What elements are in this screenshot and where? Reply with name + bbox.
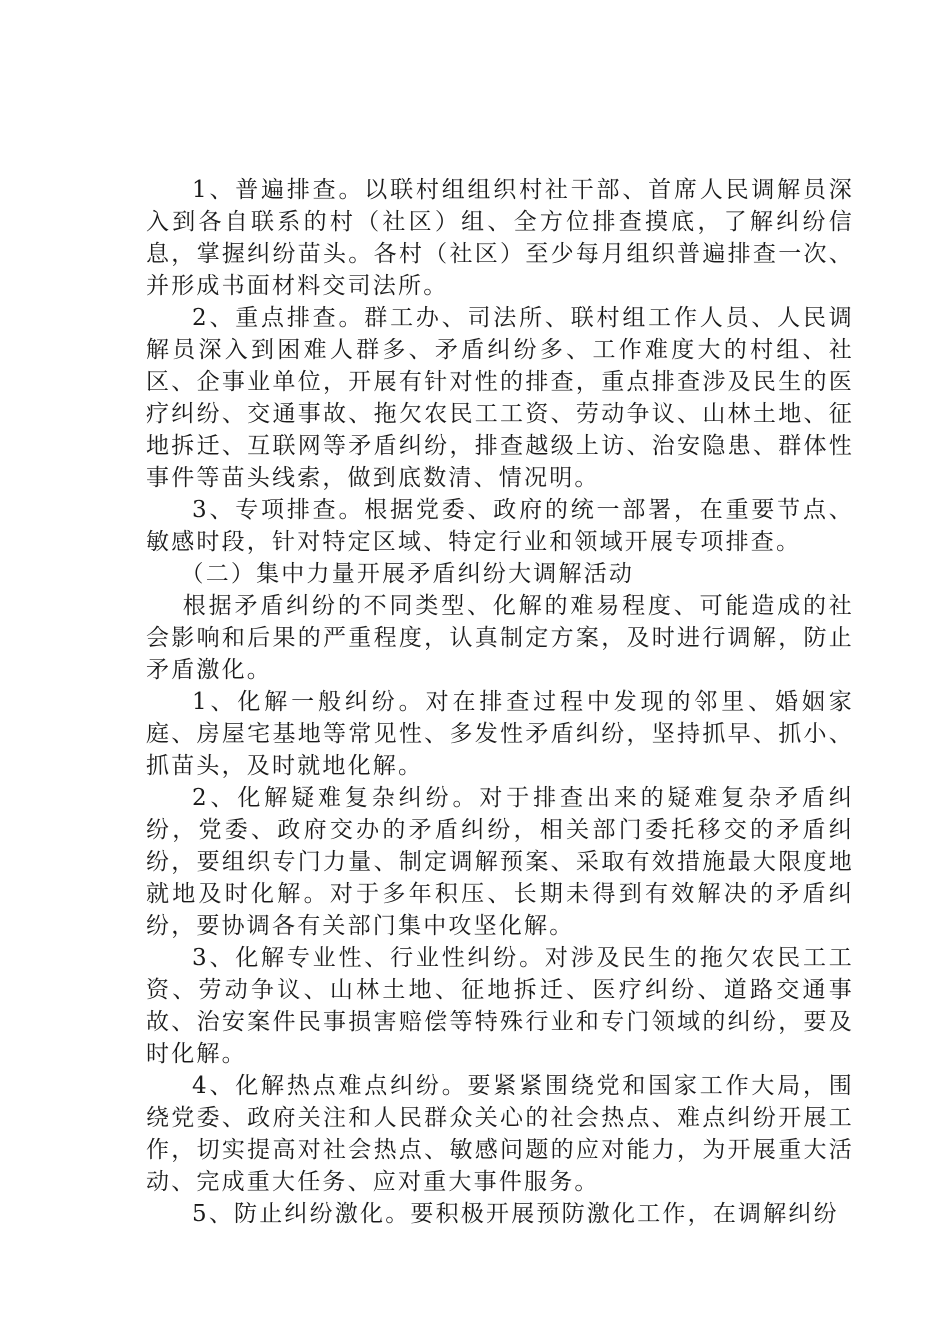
- paragraph-general-disputes: 1、化解一般纠纷。对在排查过程中发现的邻里、婚姻家庭、房屋宅基地等常见性、多发性矛盾纠纷，坚持抓早、抓小、抓苗头，及时就地化解。: [146, 689, 854, 779]
- document-body: [146, 174, 854, 1230]
- paragraph-complex-disputes: 2、化解疑难复杂纠纷。对于排查出来的疑难复杂矛盾纠纷，党委、政府交办的矛盾纠纷，相关部门委托移交的矛盾纠纷，要组织专门力量、制定调解预案、采取有效措施最大限度地就地及时化解。对于多年积压、长期未得到有效解决的矛盾纠纷，要协调各有关部门集中攻坚化解。: [146, 785, 854, 939]
- paragraph-general-investigation: 1、普遍排查。以联村组组织村社干部、首席人民调解员深入到各自联系的村（社区）组、全方位排查摸底，了解纠纷信息，掌握纠纷苗头。各村（社区）至少每月组织普遍排查一次、并形成书面材料交司法所。: [146, 177, 854, 299]
- paragraph-professional-disputes: 3、化解专业性、行业性纠纷。对涉及民生的拖欠农民工工资、劳动争议、山林土地、征地拆迁、医疗纠纷、道路交通事故、治安案件民事损害赔偿等特殊行业和专门领域的纠纷，要及时化解。: [146, 945, 854, 1067]
- paragraph-prevent-escalation: 5、防止纠纷激化。要积极开展预防激化工作，在调解纠纷: [192, 1201, 839, 1227]
- paragraph-special-investigation: 3、专项排查。根据党委、政府的统一部署，在重要节点、敏感时段，针对特定区域、特定行业和领域开展专项排查。: [146, 497, 854, 555]
- paragraph-section-intro: 根据矛盾纠纷的不同类型、化解的难易程度、可能造成的社会影响和后果的严重程度，认真制定方案，及时进行调解，防止矛盾激化。: [146, 593, 854, 683]
- section-heading: （二）集中力量开展矛盾纠纷大调解活动: [180, 561, 635, 587]
- paragraph-hotspot-disputes: 4、化解热点难点纠纷。要紧紧围绕党和国家工作大局，围绕党委、政府关注和人民群众关心的社会热点、难点纠纷开展工作，切实提高对社会热点、敏感问题的应对能力，为开展重大活动、完成重大任务、应对重大事件服务。: [146, 1073, 854, 1195]
- paragraph-key-investigation: 2、重点排查。群工办、司法所、联村组工作人员、人民调解员深入到困难人群多、矛盾纠纷多、工作难度大的村组、社区、企事业单位，开展有针对性的排查，重点排查涉及民生的医疗纠纷、交通事故、拖欠农民工工资、劳动争议、山林土地、征地拆迁、互联网等矛盾纠纷，排查越级上访、治安隐患、群体性事件等苗头线索，做到底数清、情况明。: [146, 305, 854, 491]
